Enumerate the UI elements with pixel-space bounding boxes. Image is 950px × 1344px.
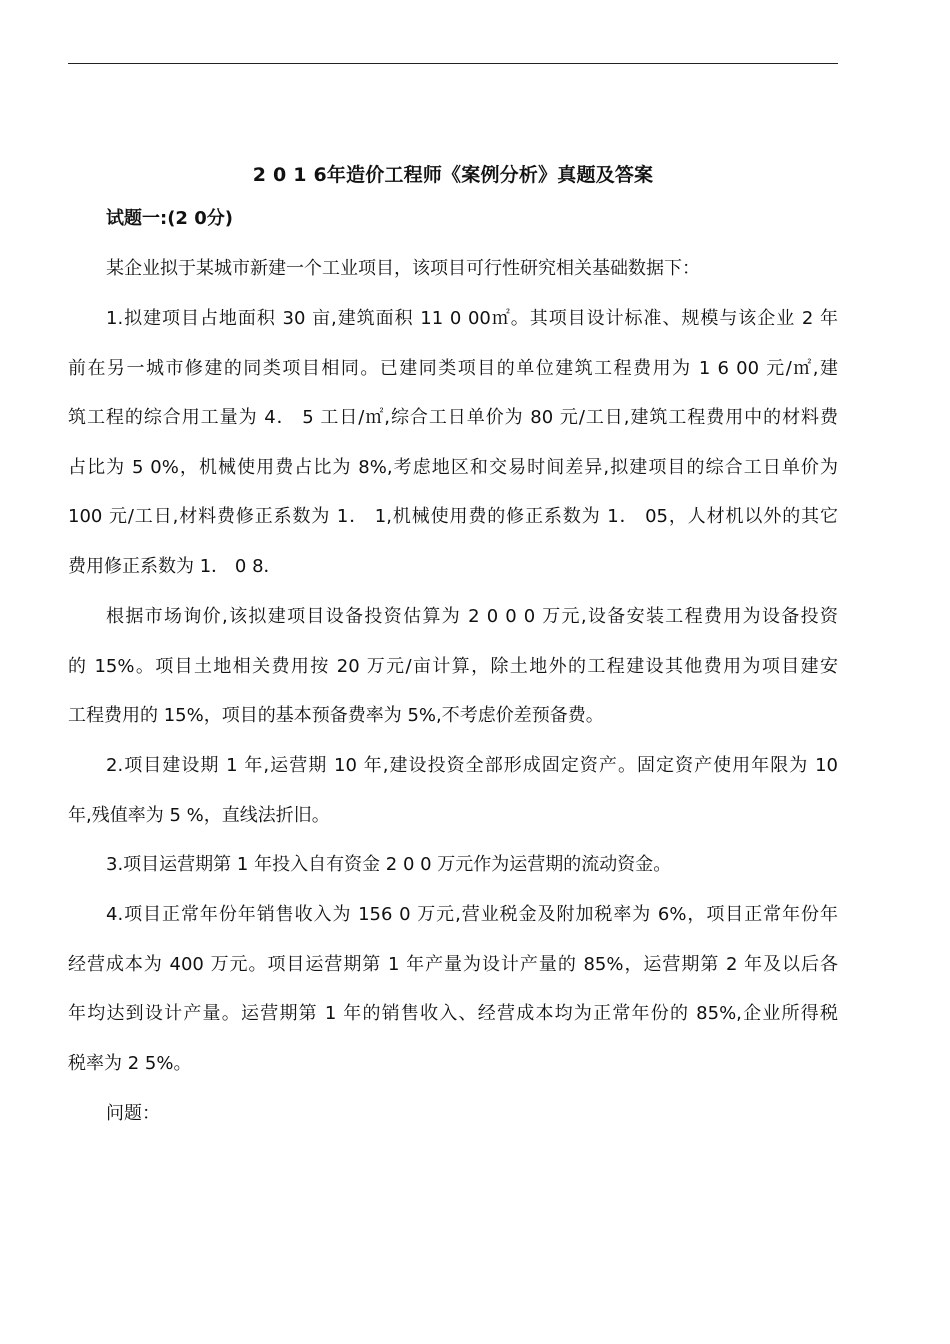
paragraph-intro bbox=[68, 244, 838, 294]
header-rule bbox=[68, 63, 838, 64]
paragraph-line: 年均达到设计产量。运营期第 1 年的销售收入、经营成本均为正常年份的 85%,企业所得税 bbox=[68, 1003, 838, 1025]
section-heading: 试题一:(2 0分) bbox=[106, 208, 233, 229]
paragraph-line: 前在另一城市修建的同类项目相同。已建同类项目的单位建筑工程费用为 1 6 00 元/㎡,建 bbox=[68, 357, 838, 379]
paragraph-line: 根据市场询价,该拟建项目设备投资估算为 2 0 0 0 万元,设备安装工程费用为设备投资 bbox=[106, 606, 838, 627]
paragraph-line: 100 元/工日,材料费修正系数为 1． 1,机械使用费的修正系数为 1． 05，人材机以外的其它 bbox=[68, 506, 838, 528]
paragraph-line: 1.拟建项目占地面积 30 亩,建筑面积 11 0 00㎡。其项目设计标准、规模与该企业 2 年 bbox=[106, 308, 838, 329]
paragraph-item-1 bbox=[68, 294, 838, 592]
paragraph-line: 税率为 2 5%。 bbox=[68, 1052, 192, 1074]
paragraph-line: 筑工程的综合用工量为 4． 5 工日/㎡,综合工日单价为 80 元/工日,建筑工程费用中的材料费 bbox=[68, 407, 838, 429]
paragraph-market-inquiry bbox=[68, 592, 838, 741]
paragraph-line: 某企业拟于某城市新建一个工业项目，该项目可行性研究相关基础数据下： bbox=[106, 258, 700, 279]
paragraph-line: 工程费用的 15%，项目的基本预备费率为 5%,不考虑价差预备费。 bbox=[68, 705, 604, 727]
paragraph-line: 的 15%。项目土地相关费用按 20 万元/亩计算，除土地外的工程建设其他费用为项目建安 bbox=[68, 655, 838, 677]
paragraph-line: 占比为 5 0%，机械使用费占比为 8%,考虑地区和交易时间差异,拟建项目的综合工日单价为 bbox=[68, 456, 838, 478]
document-title: 2 0 1 6年造价工程师《案例分析》真题及答案 bbox=[252, 164, 654, 186]
paragraph-line: 问题： bbox=[106, 1103, 160, 1124]
paragraph-line: 2.项目建设期 1 年,运营期 10 年,建设投资全部形成固定资产。固定资产使用年限为 10 bbox=[106, 755, 838, 776]
paragraph-line: 费用修正系数为 1． 0 8． bbox=[68, 555, 282, 577]
paragraph-line: 4.项目正常年份年销售收入为 156 0 万元,营业税金及附加税率为 6%，项目正常年份年 bbox=[106, 904, 838, 925]
paragraph-questions bbox=[68, 1089, 838, 1139]
paragraph-line: 年,残值率为 5 %，直线法折旧。 bbox=[68, 804, 330, 826]
paragraph-line: 经营成本为 400 万元。项目运营期第 1 年产量为设计产量的 85%，运营期第 2 年及以后各 bbox=[68, 953, 838, 975]
paragraph-line: 3.项目运营期第 1 年投入自有资金 2 0 0 万元作为运营期的流动资金。 bbox=[106, 854, 672, 875]
paragraph-item-3 bbox=[68, 840, 838, 890]
paragraph-item-4 bbox=[68, 890, 838, 1088]
paragraph-item-2 bbox=[68, 741, 838, 840]
